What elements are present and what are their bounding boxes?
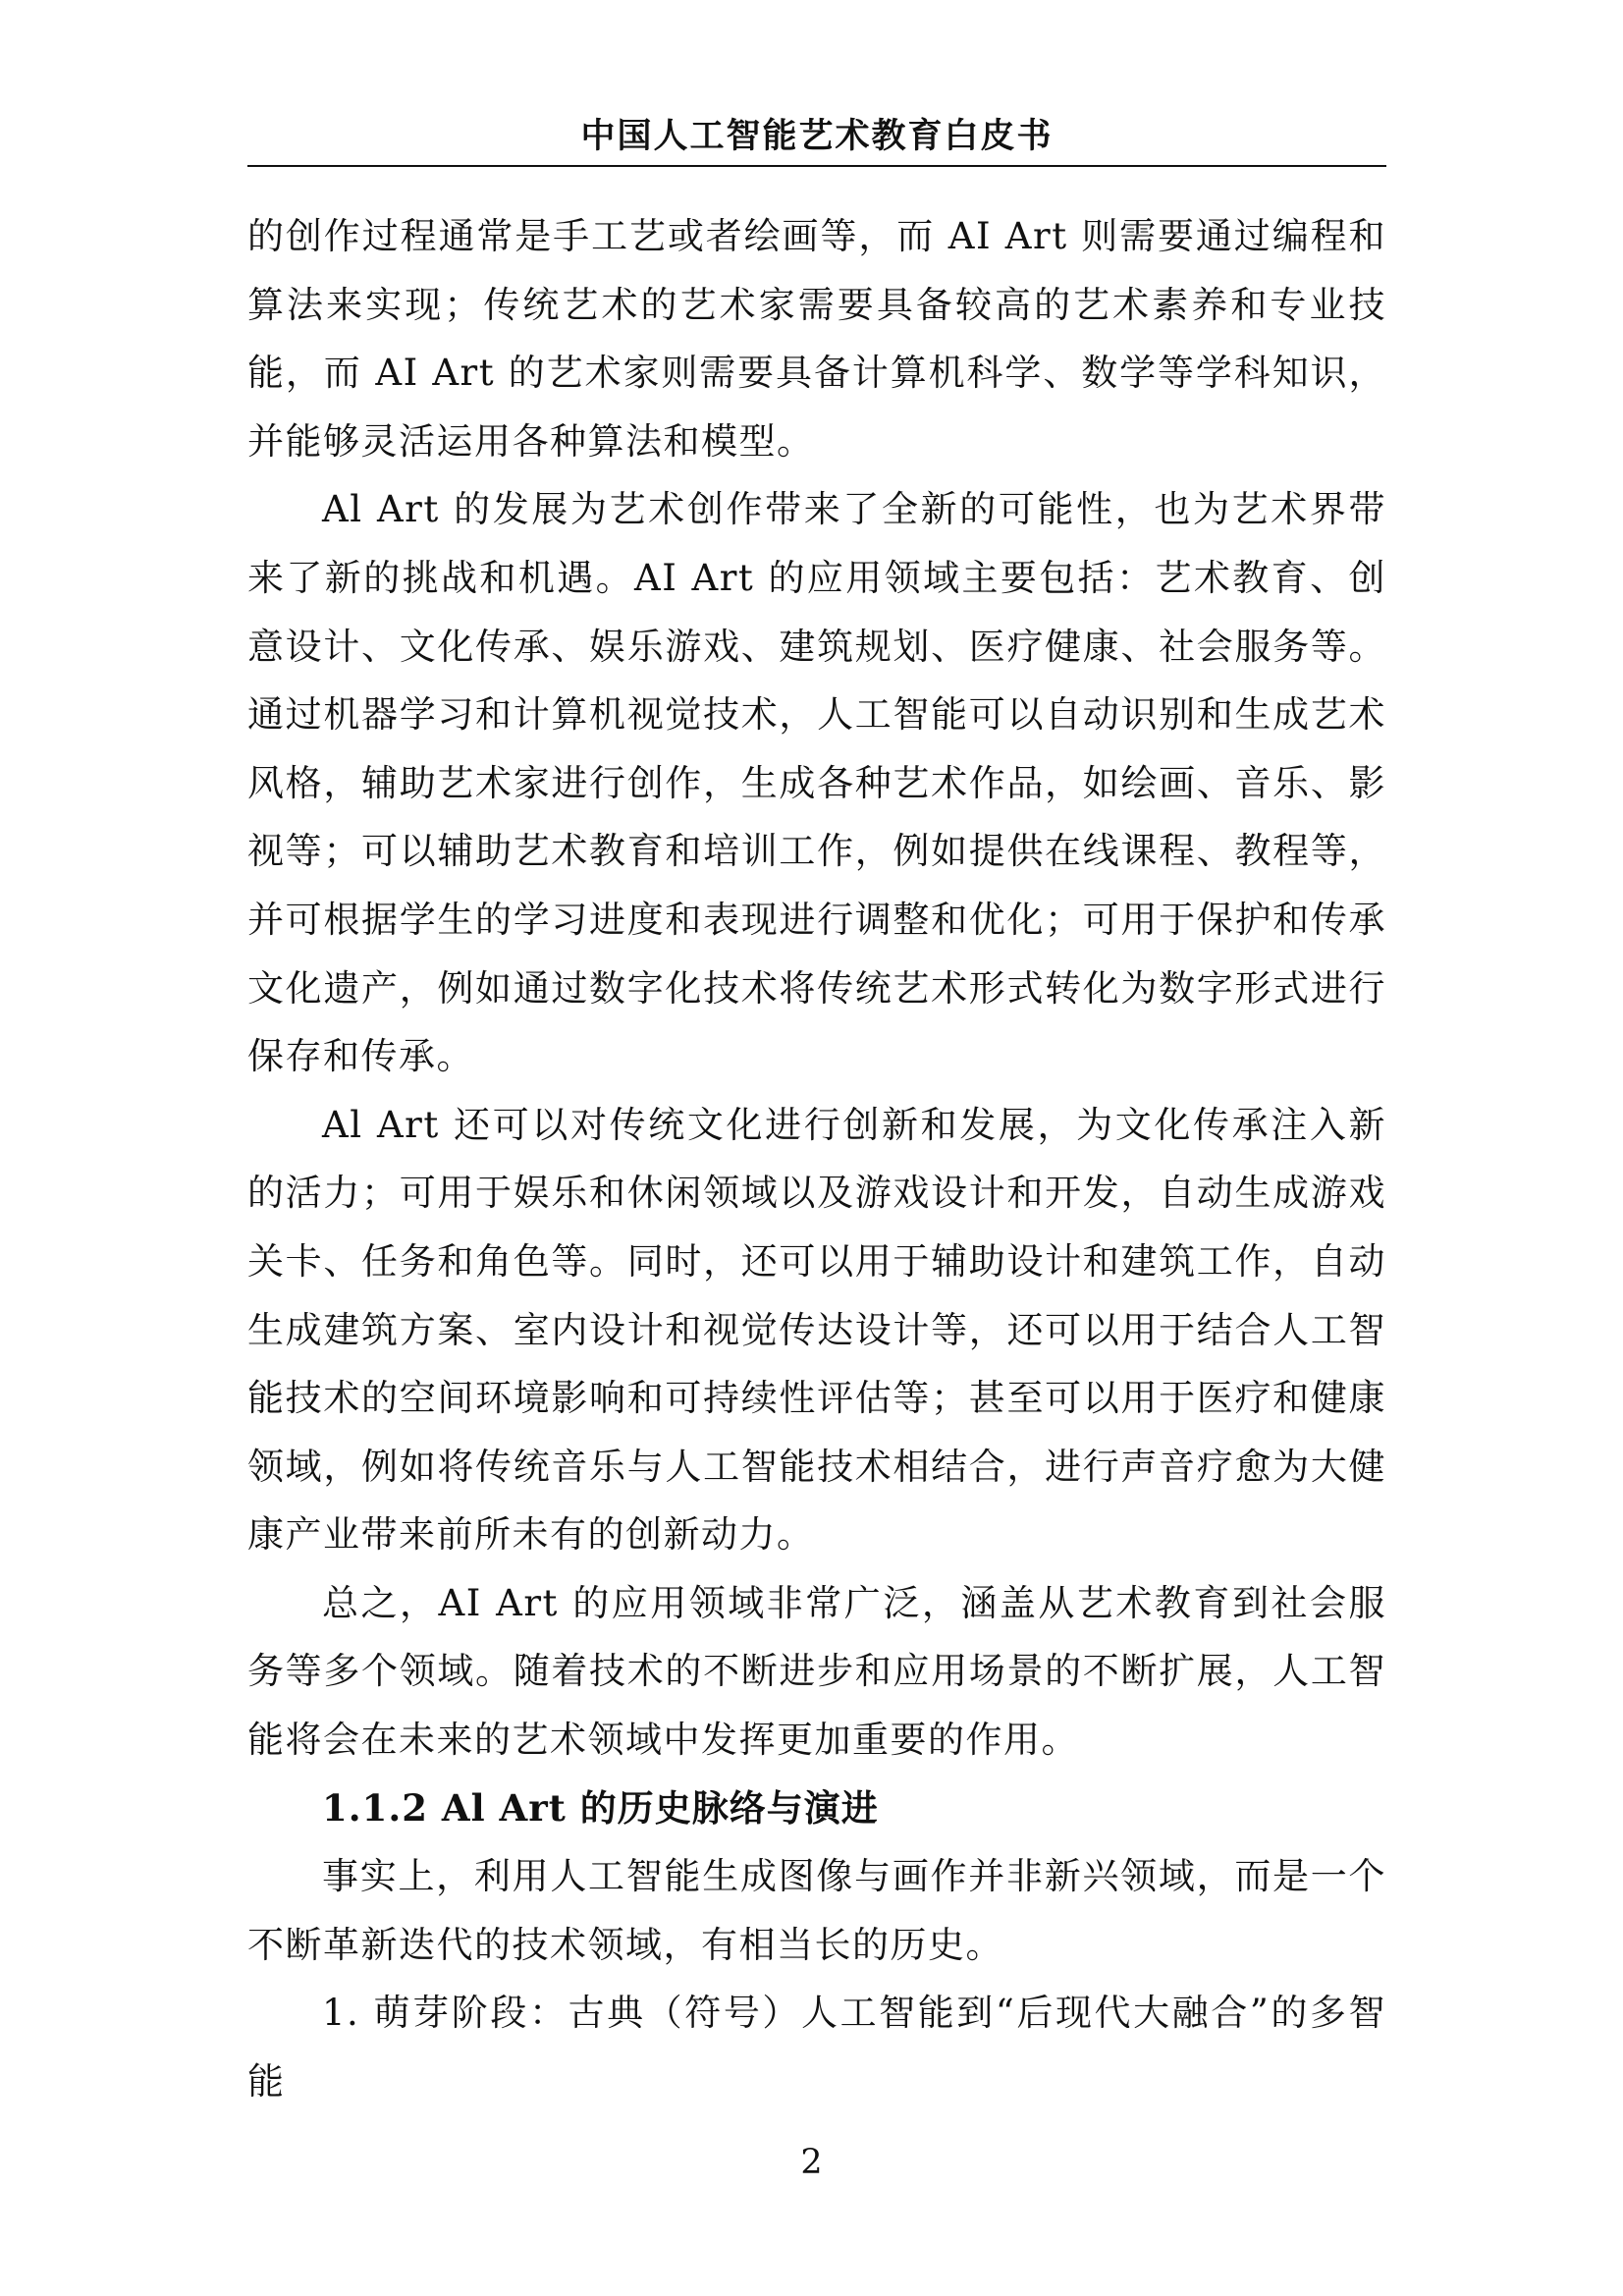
page-number: 2 [800,2143,823,2182]
paragraph-6: 1. 萌芽阶段：古典（符号）人工智能到“后现代大融合”的多智能 [247,1992,1386,2104]
paragraph-5: 事实上，利用人工智能生成图像与画作并非新兴领域，而是一个不断革新迭代的技术领域，有相当长的历史。 [247,1855,1386,1966]
paragraph-2: Al Art 的发展为艺术创作带来了全新的可能性，也为艺术界带来了新的挑战和机遇。AI Art 的应用领域主要包括：艺术教育、创意设计、文化传承、娱乐游戏、建筑规划、医疗健康、社会服务等。通过机器学习和计算机视觉技术，人工智能可以自动识别和生成艺术风格，辅助艺术家进行创作，生成各种艺术作品，如绘画、音乐、影视等；可以辅助艺术教育和培训工作，例如提供在线课程、教程等，并可根据学生的学习进度和表现进行调整和优化；可用于保护和传承文化遗产，例如通过数字化技术将传统艺术形式转化为数字形式进行保存和传承。 [247,488,1386,1078]
paragraph-1: 的创作过程通常是手工艺或者绘画等，而 AI Art 则需要通过编程和算法来实现；传统艺术的艺术家需要具备较高的艺术素养和专业技能，而 AI Art 的艺术家则需要具备计算机科学、数学等学科知识，并能够灵活运用各种算法和模型。 [247,215,1386,463]
running-header: 中国人工智能艺术教育白皮书 [580,116,1054,156]
section-heading: 1.1.2 Al Art 的历史脉络与演进 [322,1785,879,1830]
paragraph-3: Al Art 还可以对传统文化进行创新和发展，为文化传承注入新的活力；可用于娱乐和休闲领域以及游戏设计和开发，自动生成游戏关卡、任务和角色等。同时，还可以用于辅助设计和建筑工作，自动生成建筑方案、室内设计和视觉传达设计等，还可以用于结合人工智能技术的空间环境影响和可持续性评估等；甚至可以用于医疗和健康领域，例如将传统音乐与人工智能技术相结合，进行声音疗愈为大健康产业带来前所未有的创新动力。 [247,1103,1386,1557]
header-rule [247,165,1386,167]
paragraph-4: 总之，AI Art 的应用领域非常广泛，涵盖从艺术教育到社会服务等多个领域。随着技术的不断进步和应用场景的不断扩展，人工智能将会在未来的艺术领域中发挥更加重要的作用。 [247,1581,1386,1762]
body-text [247,202,1386,2116]
